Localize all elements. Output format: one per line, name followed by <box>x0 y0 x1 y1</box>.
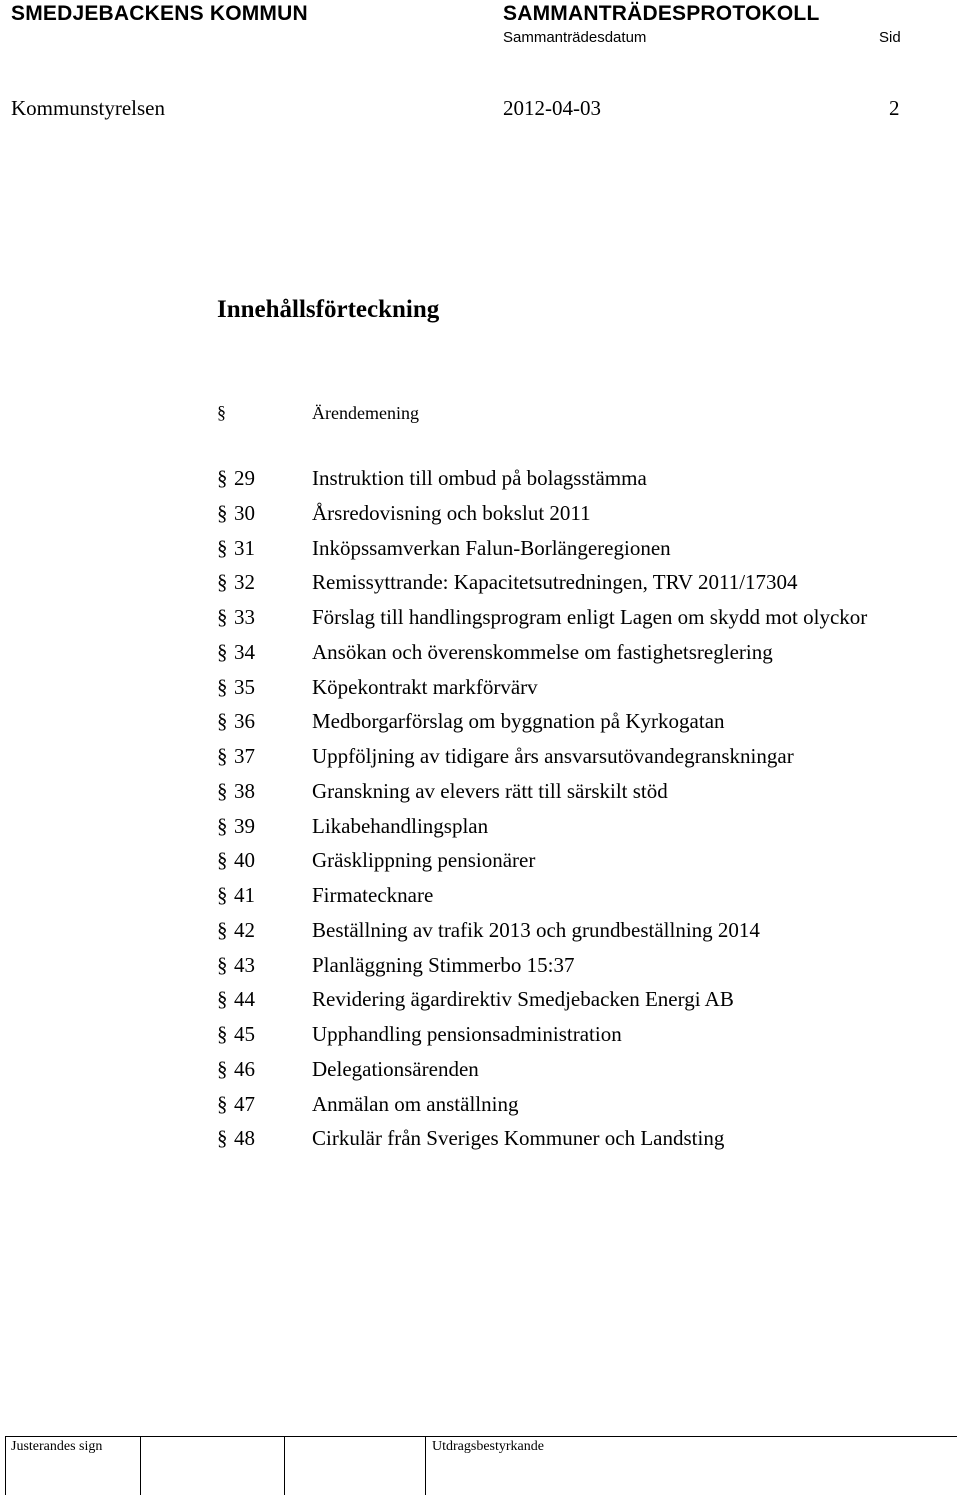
toc-item-title: Firmatecknare <box>312 883 434 907</box>
toc-item-title: Likabehandlingsplan <box>312 813 489 838</box>
toc-item-number: 43 <box>234 952 255 977</box>
toc-item <box>0 848 960 883</box>
toc-item-title: Anmälan om anställning <box>312 1091 519 1116</box>
toc-item-number: 47 <box>234 1091 255 1116</box>
toc-item-number: 29 <box>234 466 255 490</box>
section-symbol: § <box>217 813 228 838</box>
section-symbol: § <box>217 535 228 560</box>
toc-item-number: 45 <box>234 1022 255 1046</box>
toc-item-number: 37 <box>234 744 255 768</box>
footer-divider <box>5 1437 6 1495</box>
toc-item <box>0 883 960 918</box>
toc-item <box>0 570 960 605</box>
toc-item-title: Ansökan och överenskommelse om fastighetsreglering <box>312 639 773 664</box>
footer-divider <box>140 1437 141 1495</box>
toc-item-title: Planläggning Stimmerbo 15:37 <box>312 952 575 977</box>
toc-item-number: 41 <box>234 883 255 907</box>
toc-item-number: 35 <box>234 674 255 699</box>
section-symbol: § <box>217 1126 228 1151</box>
toc-item-number: 30 <box>234 500 255 525</box>
toc-item <box>0 1126 960 1161</box>
toc-item-title: Årsredovisning och bokslut 2011 <box>312 500 591 525</box>
toc-item-number: 48 <box>234 1126 255 1151</box>
toc-item-number: 44 <box>234 987 255 1012</box>
toc-item <box>0 605 960 640</box>
section-symbol: § <box>217 466 228 490</box>
toc-item-number: 33 <box>234 605 255 629</box>
toc-item-title: Uppföljning av tidigare års ansvarsutövandegranskningar <box>312 744 794 768</box>
toc-item-number: 42 <box>234 917 255 942</box>
footer-divider <box>284 1437 285 1495</box>
toc-item <box>0 918 960 953</box>
section-symbol: § <box>217 848 228 873</box>
section-symbol: § <box>217 778 228 803</box>
footer-divider <box>425 1437 426 1495</box>
section-symbol: § <box>217 605 228 629</box>
toc-item-title: Medborgarförslag om byggnation på Kyrkogatan <box>312 709 725 734</box>
toc-list <box>0 466 960 1161</box>
toc-item <box>0 466 960 501</box>
toc-item <box>0 744 960 779</box>
section-symbol: § <box>217 674 228 699</box>
toc-item-title: Instruktion till ombud på bolagsstämma <box>312 466 647 490</box>
section-symbol: § <box>217 883 228 907</box>
toc-item-title: Köpekontrakt markförvärv <box>312 674 538 699</box>
section-symbol: § <box>217 402 226 422</box>
toc-item-title: Förslag till handlingsprogram enligt Lagen om skydd mot olyckor <box>312 605 868 629</box>
toc-heading-row <box>0 402 960 426</box>
toc-item-number: 31 <box>234 535 255 560</box>
section-symbol: § <box>217 917 228 942</box>
page-label: Sid <box>879 29 901 46</box>
toc-item-title: Cirkulär från Sveriges Kommuner och Landsting <box>312 1126 725 1151</box>
toc-heading-label: Ärendemening <box>312 403 419 423</box>
toc-item-title: Gräsklippning pensionärer <box>312 848 536 873</box>
toc-item <box>0 675 960 710</box>
toc-item-number: 40 <box>234 848 255 873</box>
toc-item-title: Granskning av elevers rätt till särskilt stöd <box>312 778 668 803</box>
toc-item-number: 34 <box>234 639 255 664</box>
toc-item <box>0 779 960 814</box>
toc-item-title: Upphandling pensionsadministration <box>312 1022 622 1046</box>
toc-item-number: 39 <box>234 813 255 838</box>
toc-item-title: Delegationsärenden <box>312 1056 479 1081</box>
extract-label: Utdragsbestyrkande <box>432 1439 544 1454</box>
date-label: Sammanträdesdatum <box>503 29 647 46</box>
toc-item <box>0 953 960 988</box>
toc-item <box>0 814 960 849</box>
document-type: SAMMANTRÄDESPROTOKOLL <box>503 2 820 25</box>
section-symbol: § <box>217 952 228 977</box>
section-symbol: § <box>217 1056 228 1081</box>
signature-label: Justerandes sign <box>11 1439 103 1454</box>
toc-item-title: Revidering ägardirektiv Smedjebacken Energi AB <box>312 987 734 1012</box>
toc-item <box>0 1057 960 1092</box>
toc-item <box>0 1022 960 1057</box>
toc-item-number: 32 <box>234 570 255 595</box>
toc-item <box>0 501 960 536</box>
toc-item-title: Inköpssamverkan Falun-Borlängeregionen <box>312 535 671 560</box>
meeting-date: 2012-04-03 <box>503 96 601 120</box>
toc-item <box>0 536 960 571</box>
organization-name: SMEDJEBACKENS KOMMUN <box>11 2 308 25</box>
toc-item <box>0 987 960 1022</box>
section-symbol: § <box>217 709 228 734</box>
toc-item-number: 36 <box>234 709 255 734</box>
signature-footer <box>5 1436 957 1495</box>
toc-item-number: 46 <box>234 1056 255 1081</box>
toc-item <box>0 1092 960 1127</box>
section-symbol: § <box>217 1022 228 1046</box>
toc-item-number: 38 <box>234 778 255 803</box>
toc-item <box>0 709 960 744</box>
section-symbol: § <box>217 639 228 664</box>
toc-item-title: Remissyttrande: Kapacitetsutredningen, TRV 2011/17304 <box>312 570 798 595</box>
section-symbol: § <box>217 500 228 525</box>
section-symbol: § <box>217 1091 228 1116</box>
page-number: 2 <box>889 96 900 120</box>
toc-item-title: Beställning av trafik 2013 och grundbeställning 2014 <box>312 917 760 942</box>
section-symbol: § <box>217 570 228 595</box>
toc-item <box>0 640 960 675</box>
page-title: Innehållsförteckning <box>217 296 440 323</box>
committee-name: Kommunstyrelsen <box>11 96 165 120</box>
section-symbol: § <box>217 744 228 768</box>
section-symbol: § <box>217 987 228 1012</box>
